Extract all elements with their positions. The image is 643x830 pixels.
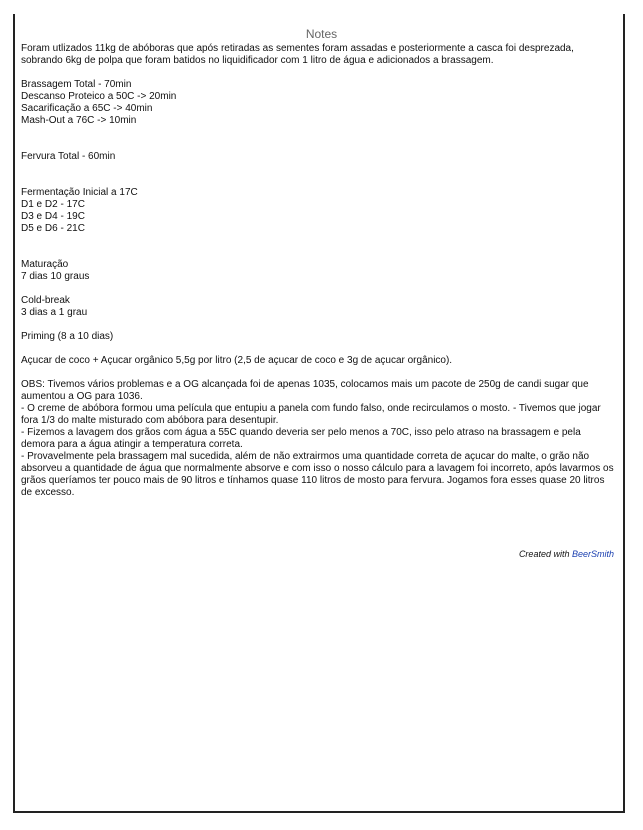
- mash-line: Mash-Out a 76C -> 10min: [21, 115, 137, 126]
- cold-break-line: Cold-break: [21, 295, 70, 306]
- obs-line: - O creme de abóbora formou uma película que entupiu a panela com fundo falso, onde recirculamos o mosto. - Tivemos que jogar fora 1/3 do malte misturado com abóbora para desentupir.: [21, 403, 604, 426]
- credit-prefix: Created with: [518, 549, 572, 559]
- mash-line: Brassagem Total - 70min: [21, 79, 132, 90]
- cold-break-line: 3 dias a 1 grau: [21, 307, 88, 318]
- fermentation-line: D3 e D4 - 19C: [21, 211, 85, 222]
- fermentation-line: D1 e D2 - 17C: [21, 199, 85, 210]
- notes-content: [21, 43, 617, 499]
- obs-line: - Provavelmente pela brassagem mal sucedida, além de não extrairmos uma quantidade correta de açucar do malte, o grão não absorveu a quantidade de água que normalmente absorve e com isso o nosso cálculo para a lavagem foi incorreto, após lavarmos os grãos queríamos ter pouco mais de 90 litros e tínhamos quase 110 litros de mosto para fervura. Jogamos fora esses quase 20 litros de excesso.: [21, 451, 617, 498]
- priming-detail: Açucar de coco + Açucar orgânico 5,5g por litro (2,5 de açucar de coco e 3g de açucar orgânico).: [21, 355, 453, 366]
- fermentation-line: D5 e D6 - 21C: [21, 223, 85, 234]
- beersmith-link[interactable]: BeerSmith: [571, 549, 614, 559]
- mash-line: Sacarificação a 65C -> 40min: [21, 103, 153, 114]
- maturation-line: Maturação: [21, 259, 69, 270]
- obs-line: - Fizemos a lavagem dos grãos com água a 55C quando deveria ser pelo menos a 70C, isso pelo atraso na brassagem e pela demora para a água atingir a temperatura correta.: [21, 427, 584, 450]
- notes-title: Notes: [305, 27, 338, 41]
- obs-line: OBS: Tivemos vários problemas e a OG alcançada foi de apenas 1035, colocamos mais um pacote de 250g de candi sugar que aumentou a OG para 1036.: [21, 379, 592, 402]
- fermentation-line: Fermentação Inicial a 17C: [21, 187, 138, 198]
- maturation-line: 7 dias 10 graus: [21, 271, 90, 282]
- mash-line: Descanso Proteico a 50C -> 20min: [21, 91, 177, 102]
- boil-line: Fervura Total - 60min: [21, 151, 116, 162]
- intro-paragraph: Foram utlizados 11kg de abóboras que após retiradas as sementes foram assadas e posteriormente a casca foi desprezada, sobrando 6kg de polpa que foram batidos no liquidificador com 1 litro de água e adicionados a brassagem.: [21, 43, 577, 66]
- created-with-credit: [519, 549, 614, 559]
- priming-title: Priming (8 a 10 dias): [21, 331, 114, 342]
